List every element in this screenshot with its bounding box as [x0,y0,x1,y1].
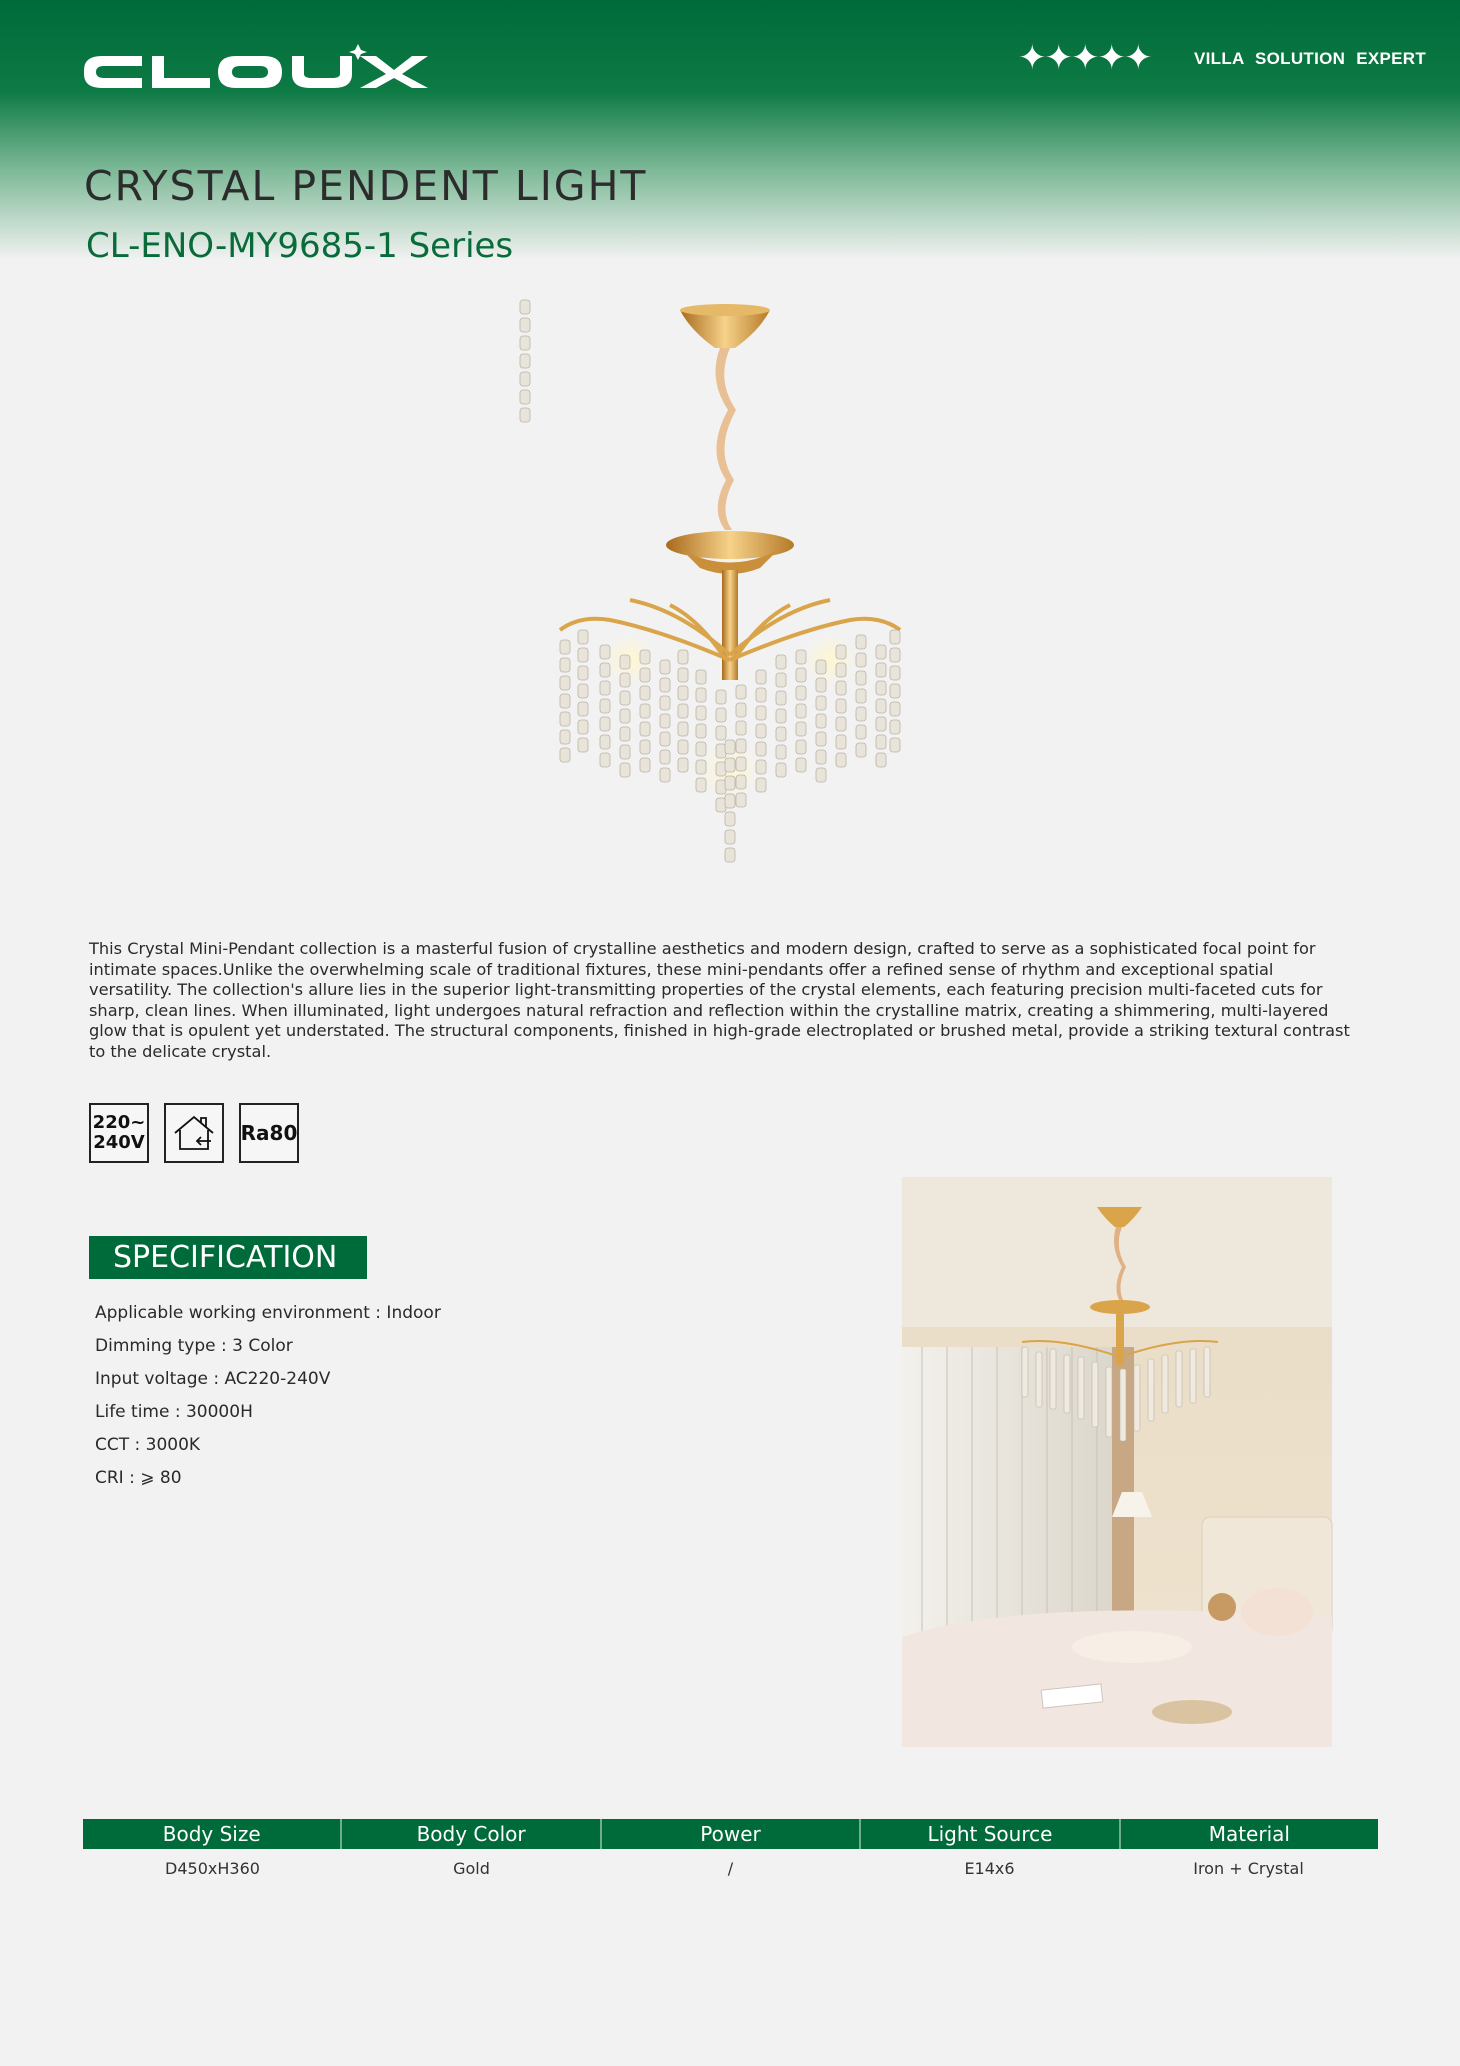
specification-list [95,1302,441,1500]
specification-heading: SPECIFICATION [89,1236,367,1279]
tagline: VILLA SOLUTION EXPERT [1194,49,1427,68]
table-cell: E14x6 [964,1859,1015,1878]
room-scene-image [902,1177,1332,1747]
table-header-cell: Power [602,1819,861,1849]
rating-stars: ✦✦✦✦✦ [1018,38,1151,78]
table-row [83,1856,1378,1882]
brand-logo [84,44,438,100]
spec-item: Life time : 30000H [95,1402,253,1422]
spec-item: CCT : 3000K [95,1435,201,1455]
table-header-cell: Material [1208,1822,1290,1846]
table-cell: Gold [453,1859,490,1878]
spec-item: Dimming type : 3 Color [95,1336,293,1356]
voltage-badge [89,1103,149,1163]
table-header-cell: Light Source [861,1819,1120,1849]
spec-item: CRI : ⩾ 80 [95,1468,182,1488]
table-header-cell: Body Color [342,1819,601,1849]
table-header-cell: Body Size [83,1819,342,1849]
header-band [0,0,1460,260]
cri-badge: Ra80 [239,1103,299,1163]
table-cell: / [727,1859,734,1878]
spec-item: Applicable working environment : Indoor [95,1303,441,1323]
series-name: CL-ENO-MY9685-1 Series [86,226,514,266]
voltage-badge-line1: 220~ [92,1112,146,1133]
table-cell: D450xH360 [165,1859,260,1878]
spec-item: Input voltage : AC220-240V [95,1369,331,1389]
voltage-badge-line2: 240V [93,1132,145,1153]
house-indoor-icon [164,1103,224,1163]
table-cell: Iron + Crystal [1193,1859,1304,1878]
product-description: This Crystal Mini-Pendant collection is a masterful fusion of crystalline aesthetics and modern design, crafted to serve as a sophisticated focal point for intimate spaces.Unlike the overwhelming scale of traditional fixtures, these mini-pendants offer a refined sense of rhythm and exceptional spatial versatility. The collection's allure lies in the superior light-transmitting properties of the crystal elements, each featuring precision multi-faceted cuts for sharp, clean lines. When illuminated, light undergoes natural refraction and reflection within the crystalline matrix, creating a shimmering, multi-layered glow that is opulent yet understated. The structural components, finished in high-grade electroplated or brushed metal, provide a striking textural contrast to the delicate crystal. [89,939,1350,1061]
spec-table-header [83,1819,1378,1849]
page-title: CRYSTAL PENDENT LIGHT [84,162,648,210]
product-image [520,300,940,880]
